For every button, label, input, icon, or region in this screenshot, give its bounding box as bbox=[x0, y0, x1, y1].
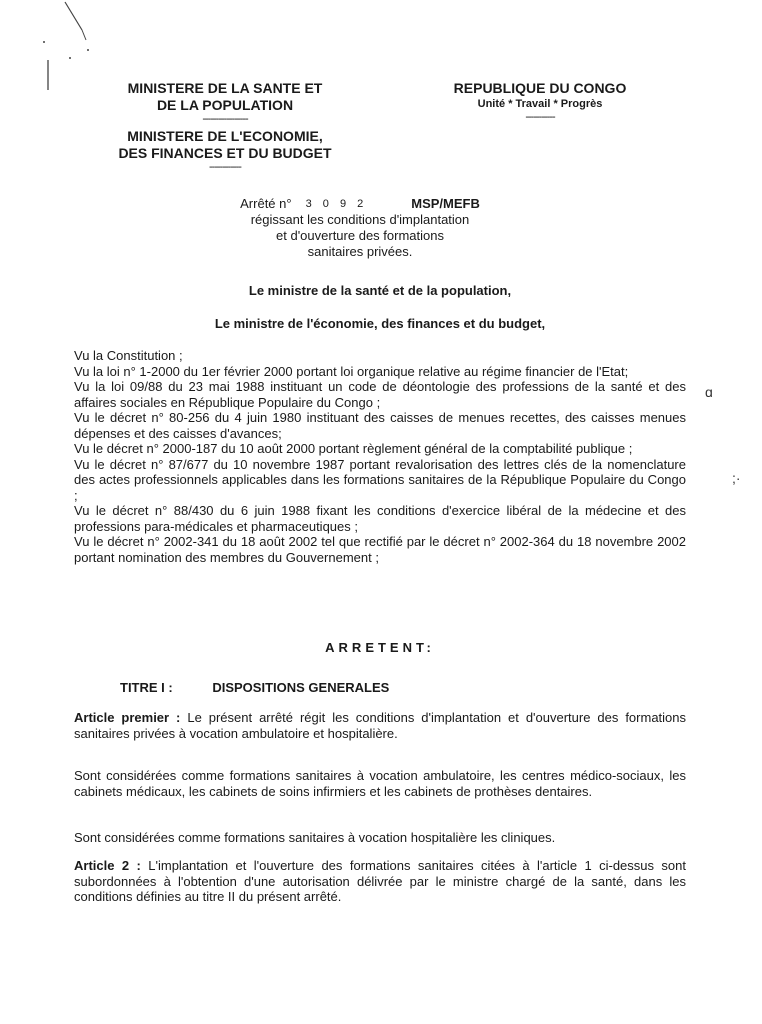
header-left bbox=[100, 80, 350, 172]
header-separator: ------------ bbox=[209, 161, 241, 173]
arrete-subject-line: et d'ouverture des formations bbox=[276, 228, 444, 243]
scan-mark-right-2: ;· bbox=[732, 470, 741, 486]
scan-mark-right-1: ɑ bbox=[705, 384, 713, 400]
article-2 bbox=[74, 858, 686, 905]
arrete-ref: MSP/MEFB bbox=[411, 196, 480, 211]
arretent-heading: ARRETENT: bbox=[325, 640, 435, 655]
arrete-heading bbox=[180, 196, 540, 260]
article-1-text: Le présent arrêté régit les conditions d'implantation et d'ouverture des formations sanitaires privées à vocation ambulatoire et hospitalière. bbox=[74, 710, 687, 741]
titre-name: DISPOSITIONS GENERALES bbox=[212, 680, 390, 695]
arrete-label: Arrêté n° bbox=[240, 196, 292, 211]
paragraph-hospital: Sont considérées comme formations sanitaires à vocation hospitalière les cliniques. bbox=[74, 830, 556, 845]
arrete-subject-line: sanitaires privées. bbox=[307, 244, 413, 259]
minister-economy: Le ministre de l'économie, des finances et du budget, bbox=[214, 316, 546, 331]
republic-motto: Unité * Travail * Progrès bbox=[477, 98, 603, 110]
visa-item: Vu le décret n° 80-256 du 4 juin 1980 instituant des caisses de menues recettes, des caisses menues dépenses et des caisses d'avances; bbox=[74, 410, 686, 441]
visa-item: Vu la loi n° 1-2000 du 1er février 2000 portant loi organique relative au régime financier de l'Etat; bbox=[74, 363, 629, 379]
header-separator: ----------- bbox=[525, 111, 555, 123]
header-separator: ----------------- bbox=[202, 113, 248, 125]
visas-list bbox=[74, 348, 686, 565]
article-2-label: Article 2 : bbox=[74, 858, 141, 873]
paragraph-ambulatory: Sont considérées comme formations sanitaires à vocation ambulatoire, les centres médico-sociaux, les cabinets médicaux, les cabinets de soins infirmiers et les cabinets de prothèses dentaires. bbox=[74, 768, 686, 799]
visa-item: Vu la loi 09/88 du 23 mai 1988 instituant un code de déontologie des professions de la santé et des affaires sociales en République Populaire du Congo ; bbox=[74, 379, 686, 410]
titre-label: TITRE I : bbox=[120, 680, 173, 695]
visa-item: Vu le décret n° 2002-341 du 18 août 2002 tel que rectifié par le décret n° 2002-364 du 18 novembre 2002 portant nomination des membres du Gouvernement ; bbox=[74, 534, 686, 565]
article-2-text: L'implantation et l'ouverture des formations sanitaires citées à l'article 1 ci-dessus sont subordonnées à l'obtention d'une autorisation délivrée par le ministre chargé de la santé, dans les conditions définies au titre II du présent arrêté. bbox=[74, 858, 686, 904]
article-1 bbox=[74, 710, 686, 741]
arrete-number-line bbox=[180, 196, 540, 212]
header-right bbox=[440, 80, 640, 122]
visa-item: Vu le décret n° 88/430 du 6 juin 1988 fixant les conditions d'exercice libéral de la médecine et des professions para-médicales et pharmaceutiques ; bbox=[74, 503, 686, 534]
ministry-health-line1: MINISTERE DE LA SANTE ET bbox=[127, 80, 323, 96]
ministry-economy-line2: DES FINANCES ET DU BUDGET bbox=[118, 145, 332, 161]
minister-health: Le ministre de la santé et de la population, bbox=[248, 283, 512, 298]
visa-item: Vu le décret n° 87/677 du 10 novembre 1987 portant revalorisation des lettres clés de la nomenclature des actes professionnels applicables dans les formations sanitaires de la République Populaire du Congo ; bbox=[74, 456, 686, 503]
ministry-health-line2: DE LA POPULATION bbox=[156, 97, 294, 113]
republic-title: REPUBLIQUE DU CONGO bbox=[453, 80, 627, 96]
visa-item: Vu la Constitution ; bbox=[74, 348, 183, 363]
arrete-number: 3 0 9 2 bbox=[305, 198, 368, 210]
titre-heading bbox=[120, 680, 389, 695]
visa-item: Vu le décret n° 2000-187 du 10 août 2000 portant règlement général de la comptabilité publique ; bbox=[74, 441, 633, 456]
article-1-label: Article premier : bbox=[74, 710, 181, 725]
ministry-economy-line1: MINISTERE DE L'ECONOMIE, bbox=[127, 128, 323, 144]
arrete-subject-line: régissant les conditions d'implantation bbox=[250, 212, 470, 227]
scan-mark-top-left bbox=[30, 0, 100, 100]
